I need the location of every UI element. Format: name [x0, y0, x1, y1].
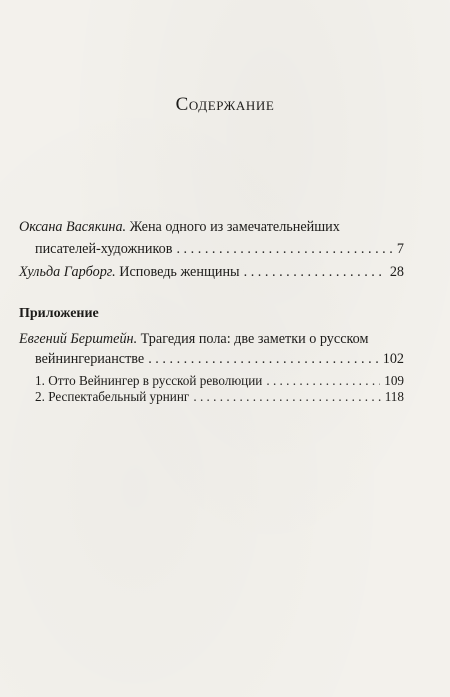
- toc-entry-line: [19, 263, 404, 281]
- toc-entry-title-continued: вейнингерианстве: [35, 351, 145, 367]
- toc-entry-author: Оксана Васякина.: [19, 219, 127, 235]
- leader-dots: [148, 350, 379, 368]
- toc-entry-second-line: [19, 240, 404, 258]
- leader-dots: [176, 240, 392, 258]
- toc-entry-page-number: 102: [382, 351, 404, 367]
- toc-subentry-title: 2. Респектабельный урнинг: [35, 389, 190, 404]
- toc-subentry-page-number: 109: [384, 373, 404, 388]
- toc-entry-author: Хульда Гарборг.: [19, 264, 116, 280]
- leader-dots: [244, 263, 386, 281]
- toc-entry-title: Исповедь женщины: [119, 264, 240, 280]
- toc-entry-page-number: 28: [389, 264, 404, 280]
- toc-entry-bershtein: [19, 330, 404, 368]
- toc-entry-author: Евгений Берштейн.: [19, 331, 138, 347]
- toc-entry-second-line: [19, 350, 404, 368]
- toc-entry-first-line: [19, 218, 404, 236]
- appendix-heading: Приложение: [19, 306, 99, 321]
- toc-subentry-page-number: 118: [384, 389, 404, 404]
- page-title: Содержание: [175, 94, 275, 115]
- toc-entry-first-line: [19, 330, 404, 348]
- toc-entry-title: Трагедия пола: две заметки о русском: [140, 331, 369, 347]
- toc-entry-page-number: 7: [396, 241, 404, 257]
- leader-dots: [193, 388, 380, 406]
- toc-entry-vasyakina: [19, 218, 404, 258]
- toc-entry-title: Жена одного из замечательнейших: [129, 219, 340, 235]
- toc-entry-garborg: [19, 263, 404, 281]
- toc-subentry-title: 1. Отто Вейнингер в русской революции: [35, 373, 263, 388]
- toc-entry-text: [19, 263, 240, 281]
- toc-subentry: [19, 388, 404, 406]
- toc-entry-title-continued: писателей-художников: [35, 241, 173, 257]
